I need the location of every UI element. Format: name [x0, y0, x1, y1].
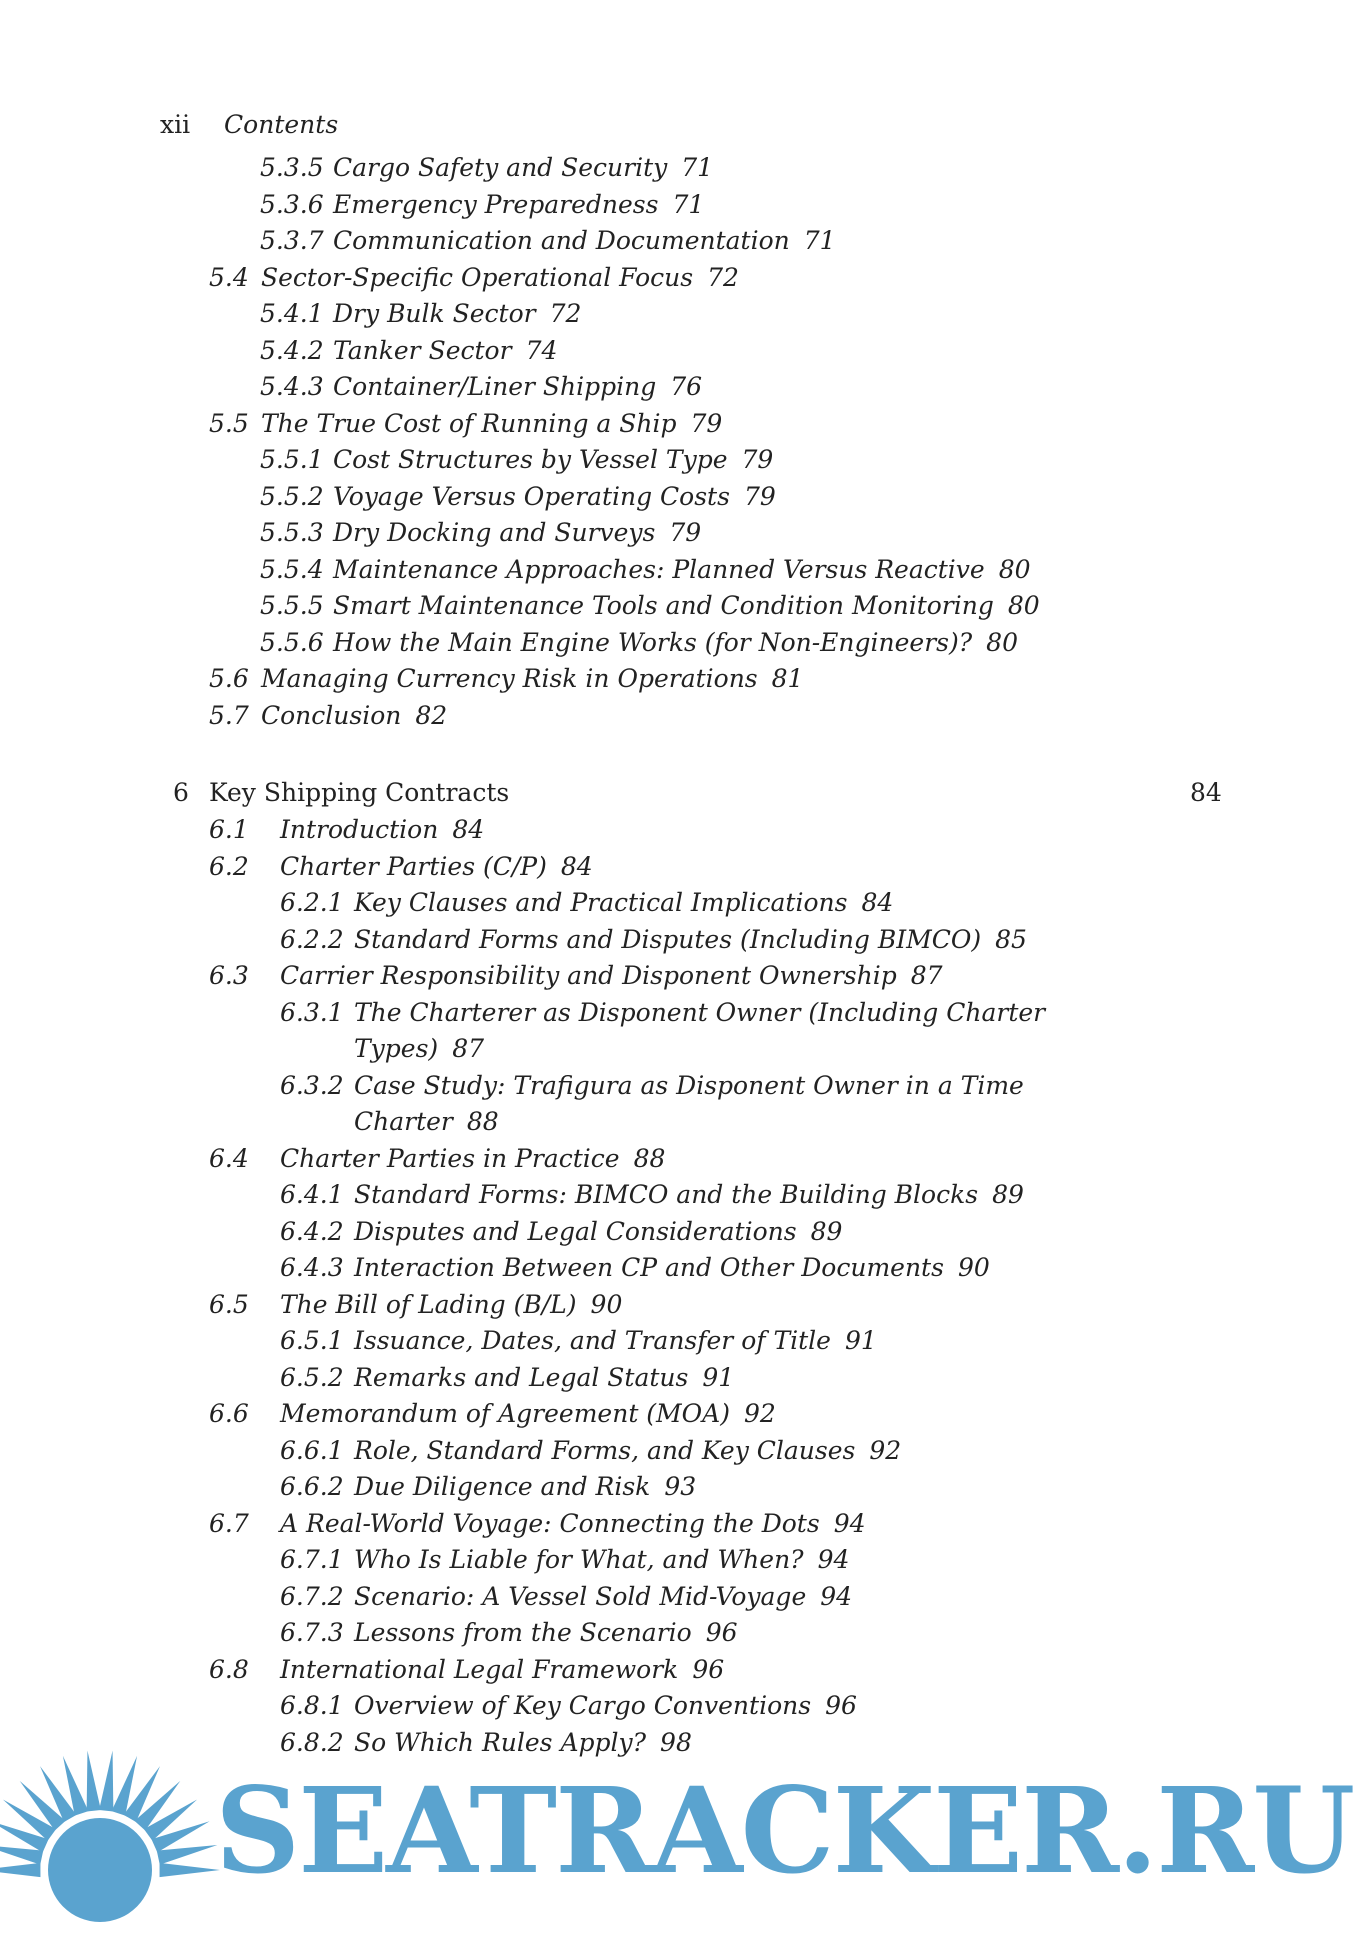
- toc-entry-number: 6.2.1: [280, 888, 344, 917]
- toc-entry-title-text: So Which Rules Apply?: [354, 1727, 647, 1757]
- toc-entry-title: [354, 1688, 857, 1725]
- toc-entry-page: 88: [633, 1143, 666, 1173]
- toc-entry-page: 94: [820, 1581, 853, 1611]
- toc-entry-number: 6.4.3: [280, 1253, 344, 1282]
- toc-entry-title: [280, 1396, 776, 1433]
- page-header: [160, 110, 338, 139]
- toc-entry-number: 6.5.1: [280, 1326, 344, 1355]
- toc-entry-title-cont-text: Types): [354, 1034, 439, 1063]
- toc-entry-number: 6.2: [209, 851, 249, 881]
- toc-entry-title-text: Who Is Liable for What, and When?: [354, 1545, 804, 1574]
- toc-entry[interactable]: [0, 1250, 1371, 1287]
- toc-entry-page: 80: [1007, 591, 1040, 620]
- toc-entry-title-cont: [354, 1104, 499, 1141]
- toc-entry-title-text: How the Main Engine Works (for Non-Engineers)?: [333, 627, 973, 657]
- toc-entry[interactable]: [0, 260, 1371, 297]
- toc-entry-title-text: Charter Parties (C/P): [280, 851, 547, 881]
- toc-entry-title-text: Smart Maintenance Tools and Condition Monitoring: [333, 591, 994, 620]
- toc-entry-continuation[interactable]: [0, 1104, 1371, 1141]
- toc-entry-number: 6.7.2: [280, 1581, 344, 1611]
- sun-ray: [99, 1751, 113, 1812]
- toc-entry-page: 82: [415, 700, 448, 730]
- toc-entry-number: 6.4.2: [280, 1216, 344, 1246]
- toc-entry-title-text: Overview of Key Cargo Conventions: [354, 1691, 812, 1720]
- toc-entry-number: 6.6.2: [280, 1472, 344, 1501]
- toc-entry-page: 94: [833, 1508, 866, 1538]
- toc-entry[interactable]: [0, 1141, 1371, 1178]
- sun-ray: [0, 1863, 40, 1877]
- toc-entry-title-text: The Charterer as Disponent Owner (Including Charter: [354, 997, 1046, 1027]
- toc-entry[interactable]: [0, 1214, 1371, 1251]
- toc-entry-title: [354, 1214, 842, 1251]
- toc-entry-title: [354, 1469, 696, 1506]
- toc-entry-number: 6.2.2: [280, 924, 344, 954]
- toc-entry[interactable]: [0, 296, 1371, 333]
- toc-entry-title: [261, 260, 739, 297]
- toc-entry[interactable]: [0, 1177, 1371, 1214]
- toc-entry-title: [333, 442, 773, 479]
- toc-entry-number: 6.4.1: [280, 1180, 344, 1209]
- toc-entry[interactable]: [0, 333, 1371, 370]
- toc-entry-title-cont: [354, 1031, 484, 1068]
- toc-entry[interactable]: [0, 885, 1371, 922]
- toc-entry-page: 79: [741, 445, 774, 474]
- toc-entry-page: 81: [771, 664, 804, 693]
- toc-entry-page: 88: [466, 1107, 499, 1136]
- toc-entry[interactable]: [0, 698, 1371, 735]
- toc-entry[interactable]: [0, 479, 1371, 516]
- toc-entry-page: 96: [825, 1691, 857, 1720]
- toc-entry-title-text: Tanker Sector: [333, 335, 512, 365]
- toc-entry[interactable]: [0, 625, 1371, 662]
- toc-entry-title-text: Maintenance Approaches: Planned Versus Reactive: [333, 554, 985, 584]
- toc-entry-title: [280, 1506, 866, 1543]
- toc-entry-page: 79: [669, 518, 702, 547]
- toc-entry-title-text: Charter Parties in Practice: [280, 1143, 620, 1173]
- chapter-page: 84: [1190, 778, 1222, 807]
- toc-entry-title: [333, 479, 776, 516]
- toc-entry-title-text: Cost Structures by Vessel Type: [333, 445, 728, 474]
- chapter-title: Key Shipping Contracts: [209, 778, 510, 807]
- toc-entry-number: 5.3.6: [260, 189, 324, 219]
- toc-entry-number: 5.5.1: [260, 445, 324, 474]
- toc-entry[interactable]: [0, 849, 1371, 886]
- toc-entry-title: [354, 1323, 877, 1360]
- toc-entry-number: 6.5.2: [280, 1362, 344, 1392]
- toc-entry-title-text: The True Cost of Running a Ship: [261, 408, 677, 438]
- toc-entry-page: 96: [705, 1618, 738, 1647]
- toc-entry-title: [354, 1579, 852, 1616]
- toc-entry-number: 6.4: [209, 1143, 249, 1173]
- chapter-6-heading[interactable]: [0, 775, 1371, 811]
- toc-entry-number: 6.3.2: [280, 1070, 344, 1100]
- toc-entry[interactable]: [0, 995, 1371, 1032]
- toc-entry-page: 89: [992, 1180, 1024, 1209]
- toc-section-5: [0, 150, 1371, 734]
- toc-entry[interactable]: [0, 1542, 1371, 1579]
- toc-entry[interactable]: [0, 1579, 1371, 1616]
- toc-entry-title-text: Dry Bulk Sector: [333, 299, 536, 328]
- toc-entry-title-text: Remarks and Legal Status: [354, 1362, 689, 1392]
- toc-entry-title: [333, 588, 1040, 625]
- toc-entry[interactable]: [0, 1068, 1371, 1105]
- toc-entry[interactable]: [0, 958, 1371, 995]
- toc-entry-title-text: Communication and Documentation: [333, 226, 790, 255]
- toc-entry-page: 85: [995, 924, 1027, 954]
- toc-entry-title-text: A Real-World Voyage: Connecting the Dots: [280, 1508, 820, 1538]
- toc-entry-page: 74: [525, 335, 558, 365]
- toc-entry-title: [333, 333, 557, 370]
- toc-entry-number: 6.6.1: [280, 1435, 344, 1465]
- toc-entry-number: 6.3: [209, 961, 249, 990]
- chapter-number: 6: [173, 778, 189, 807]
- toc-entry[interactable]: [0, 1652, 1371, 1689]
- toc-entry-title-text: Standard Forms and Disputes (Including BIMCO): [354, 924, 982, 954]
- toc-entry-title: [333, 187, 704, 224]
- toc-entry-page: 71: [803, 226, 836, 255]
- toc-entry[interactable]: [0, 1433, 1371, 1470]
- toc-entry-title-text: Disputes and Legal Considerations: [354, 1216, 797, 1246]
- toc-entry-number: 5.5.4: [260, 554, 324, 584]
- toc-entry-number: 6.7.1: [280, 1545, 344, 1574]
- toc-entry-title-text: Voyage Versus Operating Costs: [333, 481, 730, 511]
- toc-entry-title: [333, 552, 1031, 589]
- toc-entry-number: 5.5.3: [260, 518, 324, 547]
- toc-entry-title-text: Sector-Specific Operational Focus: [261, 262, 694, 292]
- toc-entry-page: 90: [590, 1289, 623, 1319]
- toc-entry[interactable]: [0, 406, 1371, 443]
- toc-entry-number: 5.4.1: [260, 299, 324, 328]
- toc-entry[interactable]: [0, 922, 1371, 959]
- toc-entry-title-cont-text: Charter: [354, 1107, 453, 1136]
- toc-entry[interactable]: [0, 1396, 1371, 1433]
- toc-entry-title: [280, 958, 943, 995]
- toc-entry-title: [261, 661, 803, 698]
- toc-entry-title: [354, 1360, 734, 1397]
- sun-ray: [160, 1863, 220, 1877]
- toc-entry-title: [280, 1287, 622, 1324]
- toc-entry-title: [354, 1250, 990, 1287]
- toc-entry-title-text: Memorandum of Agreement (MOA): [280, 1399, 730, 1428]
- toc-entry-title: [354, 995, 1045, 1032]
- toc-entry[interactable]: [0, 812, 1371, 849]
- toc-entry-number: 6.7.3: [280, 1618, 344, 1647]
- toc-entry-number: 5.3.5: [260, 153, 324, 182]
- toc-entry-continuation[interactable]: [0, 1031, 1371, 1068]
- toc-entry[interactable]: [0, 150, 1371, 187]
- toc-entry-title-text: Case Study: Trafigura as Disponent Owner in a Time: [354, 1070, 1024, 1100]
- toc-entry-page: 87: [910, 961, 943, 990]
- toc-entry[interactable]: [0, 1360, 1371, 1397]
- toc-entry-page: 79: [743, 481, 776, 511]
- toc-entry[interactable]: [0, 1469, 1371, 1506]
- toc-entry-page: 80: [986, 627, 1018, 657]
- toc-entry-title-text: Standard Forms: BIMCO and the Building Blocks: [354, 1180, 979, 1209]
- toc-entry-number: 5.5.6: [260, 627, 324, 657]
- sun-icon: [0, 1740, 230, 1938]
- toc-entry-number: 6.8.1: [280, 1691, 344, 1720]
- toc-entry-title: [280, 1652, 724, 1689]
- toc-entry-page: 94: [817, 1545, 850, 1574]
- toc-entry-number: 5.5.5: [260, 591, 324, 620]
- watermark-text: SEATRACKER.RU: [215, 1761, 1354, 1900]
- toc-entry[interactable]: [0, 442, 1371, 479]
- toc-entry[interactable]: [0, 1615, 1371, 1652]
- page-number: xii: [160, 110, 191, 139]
- sun-ray: [157, 1845, 218, 1865]
- toc-entry[interactable]: [0, 1323, 1371, 1360]
- toc-entry[interactable]: [0, 223, 1371, 260]
- toc-entry[interactable]: [0, 1688, 1371, 1725]
- toc-entry-title-text: Due Diligence and Risk: [354, 1472, 651, 1501]
- toc-entry[interactable]: [0, 661, 1371, 698]
- toc-entry-title: [354, 1068, 1024, 1105]
- toc-entry-title: [280, 1141, 665, 1178]
- toc-entry-number: 5.4.3: [260, 372, 324, 401]
- toc-entry[interactable]: [0, 515, 1371, 552]
- toc-entry-title-text: Role, Standard Forms, and Key Clauses: [354, 1435, 856, 1465]
- toc-entry[interactable]: [0, 1506, 1371, 1543]
- toc-entry-title: [333, 296, 581, 333]
- toc-entry-title: [333, 223, 836, 260]
- toc-entry-title-text: Emergency Preparedness: [333, 189, 659, 219]
- toc-entry-number: 5.4.2: [260, 335, 324, 365]
- toc-entry-title: [354, 1542, 849, 1579]
- toc-entry-number: 5.6: [209, 664, 249, 693]
- toc-entry-title-text: Container/Liner Shipping: [333, 372, 657, 401]
- toc-entry-number: 6.8.2: [280, 1727, 344, 1757]
- toc-entry-title-text: Managing Currency Risk in Operations: [261, 664, 758, 693]
- toc-entry-title: [333, 625, 1018, 662]
- toc-entry-title-text: International Legal Framework: [280, 1654, 679, 1684]
- toc-entry-title: [280, 812, 484, 849]
- toc-entry-title: [333, 369, 702, 406]
- toc-entry-title: [354, 1615, 738, 1652]
- toc-entry-title-text: Carrier Responsibility and Disponent Ownership: [280, 961, 897, 990]
- toc-entry-title-text: Key Clauses and Practical Implications: [354, 888, 848, 917]
- toc-entry-number: 6.5: [209, 1289, 249, 1319]
- toc-entry-title: [354, 885, 893, 922]
- toc-entry-title-text: Dry Docking and Surveys: [333, 518, 656, 547]
- toc-entry-page: 76: [670, 372, 703, 401]
- toc-entry-title: [354, 922, 1027, 959]
- toc-entry-number: 6.7: [209, 1508, 249, 1538]
- toc-entry-page: 71: [681, 153, 714, 182]
- toc-entry-page: 72: [707, 262, 739, 292]
- toc-entry[interactable]: [0, 369, 1371, 406]
- toc-entry-title-text: Scenario: A Vessel Sold Mid-Voyage: [354, 1581, 807, 1611]
- toc-entry-title: [261, 406, 722, 443]
- toc-entry-title: [354, 1177, 1024, 1214]
- toc-section-6: [0, 812, 1371, 1761]
- toc-entry-number: 5.5: [209, 408, 249, 438]
- toc-entry[interactable]: [0, 552, 1371, 589]
- toc-entry-page: 87: [452, 1034, 484, 1063]
- toc-entry-page: 93: [664, 1472, 697, 1501]
- toc-entry-page: 84: [861, 888, 894, 917]
- toc-entry-title: [261, 698, 447, 735]
- toc-entry-page: 72: [549, 299, 582, 328]
- toc-entry-page: 89: [810, 1216, 843, 1246]
- toc-entry-number: 6.3.1: [280, 997, 344, 1027]
- toc-entry-title-text: Issuance, Dates, and Transfer of Title: [354, 1326, 831, 1355]
- toc-entry-page: 91: [702, 1362, 735, 1392]
- toc-entry-page: 96: [692, 1654, 725, 1684]
- toc-entry-page: 71: [672, 189, 705, 219]
- toc-entry-page: 90: [957, 1253, 990, 1282]
- toc-entry-title: [333, 150, 713, 187]
- toc-entry-title-text: Interaction Between CP and Other Documents: [354, 1253, 944, 1282]
- toc-entry-page: 91: [844, 1326, 877, 1355]
- toc-entry-number: 6.6: [209, 1399, 249, 1428]
- toc-entry-page: 98: [660, 1727, 692, 1757]
- toc-entry-title-text: Conclusion: [261, 700, 402, 730]
- toc-entry-title: [354, 1433, 901, 1470]
- sun-ray: [87, 1751, 101, 1812]
- toc-entry-title: [333, 515, 701, 552]
- toc-entry-number: 5.3.7: [260, 226, 324, 255]
- toc-entry-page: 92: [869, 1435, 902, 1465]
- toc-entry-page: 80: [998, 554, 1031, 584]
- toc-entry[interactable]: [0, 1287, 1371, 1324]
- toc-entry-number: 6.1: [209, 815, 249, 844]
- toc-entry-number: 6.8: [209, 1654, 249, 1684]
- toc-entry[interactable]: [0, 187, 1371, 224]
- toc-entry-page: 84: [452, 815, 485, 844]
- toc-entry[interactable]: [0, 588, 1371, 625]
- toc-entry-number: 5.5.2: [260, 481, 324, 511]
- running-title: Contents: [224, 110, 339, 139]
- toc-entry-page: 79: [690, 408, 723, 438]
- toc-entry-number: 5.4: [209, 262, 249, 292]
- toc-entry-title-text: Introduction: [280, 815, 439, 844]
- toc-entry-number: 5.7: [209, 700, 249, 730]
- toc-entry-title-text: The Bill of Lading (B/L): [280, 1289, 577, 1319]
- toc-entry-title-text: Cargo Safety and Security: [333, 153, 668, 182]
- toc-entry-title-text: Lessons from the Scenario: [354, 1618, 692, 1647]
- toc-entry-page: 84: [560, 851, 593, 881]
- toc-entry-title: [280, 849, 593, 886]
- toc-entry-page: 92: [743, 1399, 776, 1428]
